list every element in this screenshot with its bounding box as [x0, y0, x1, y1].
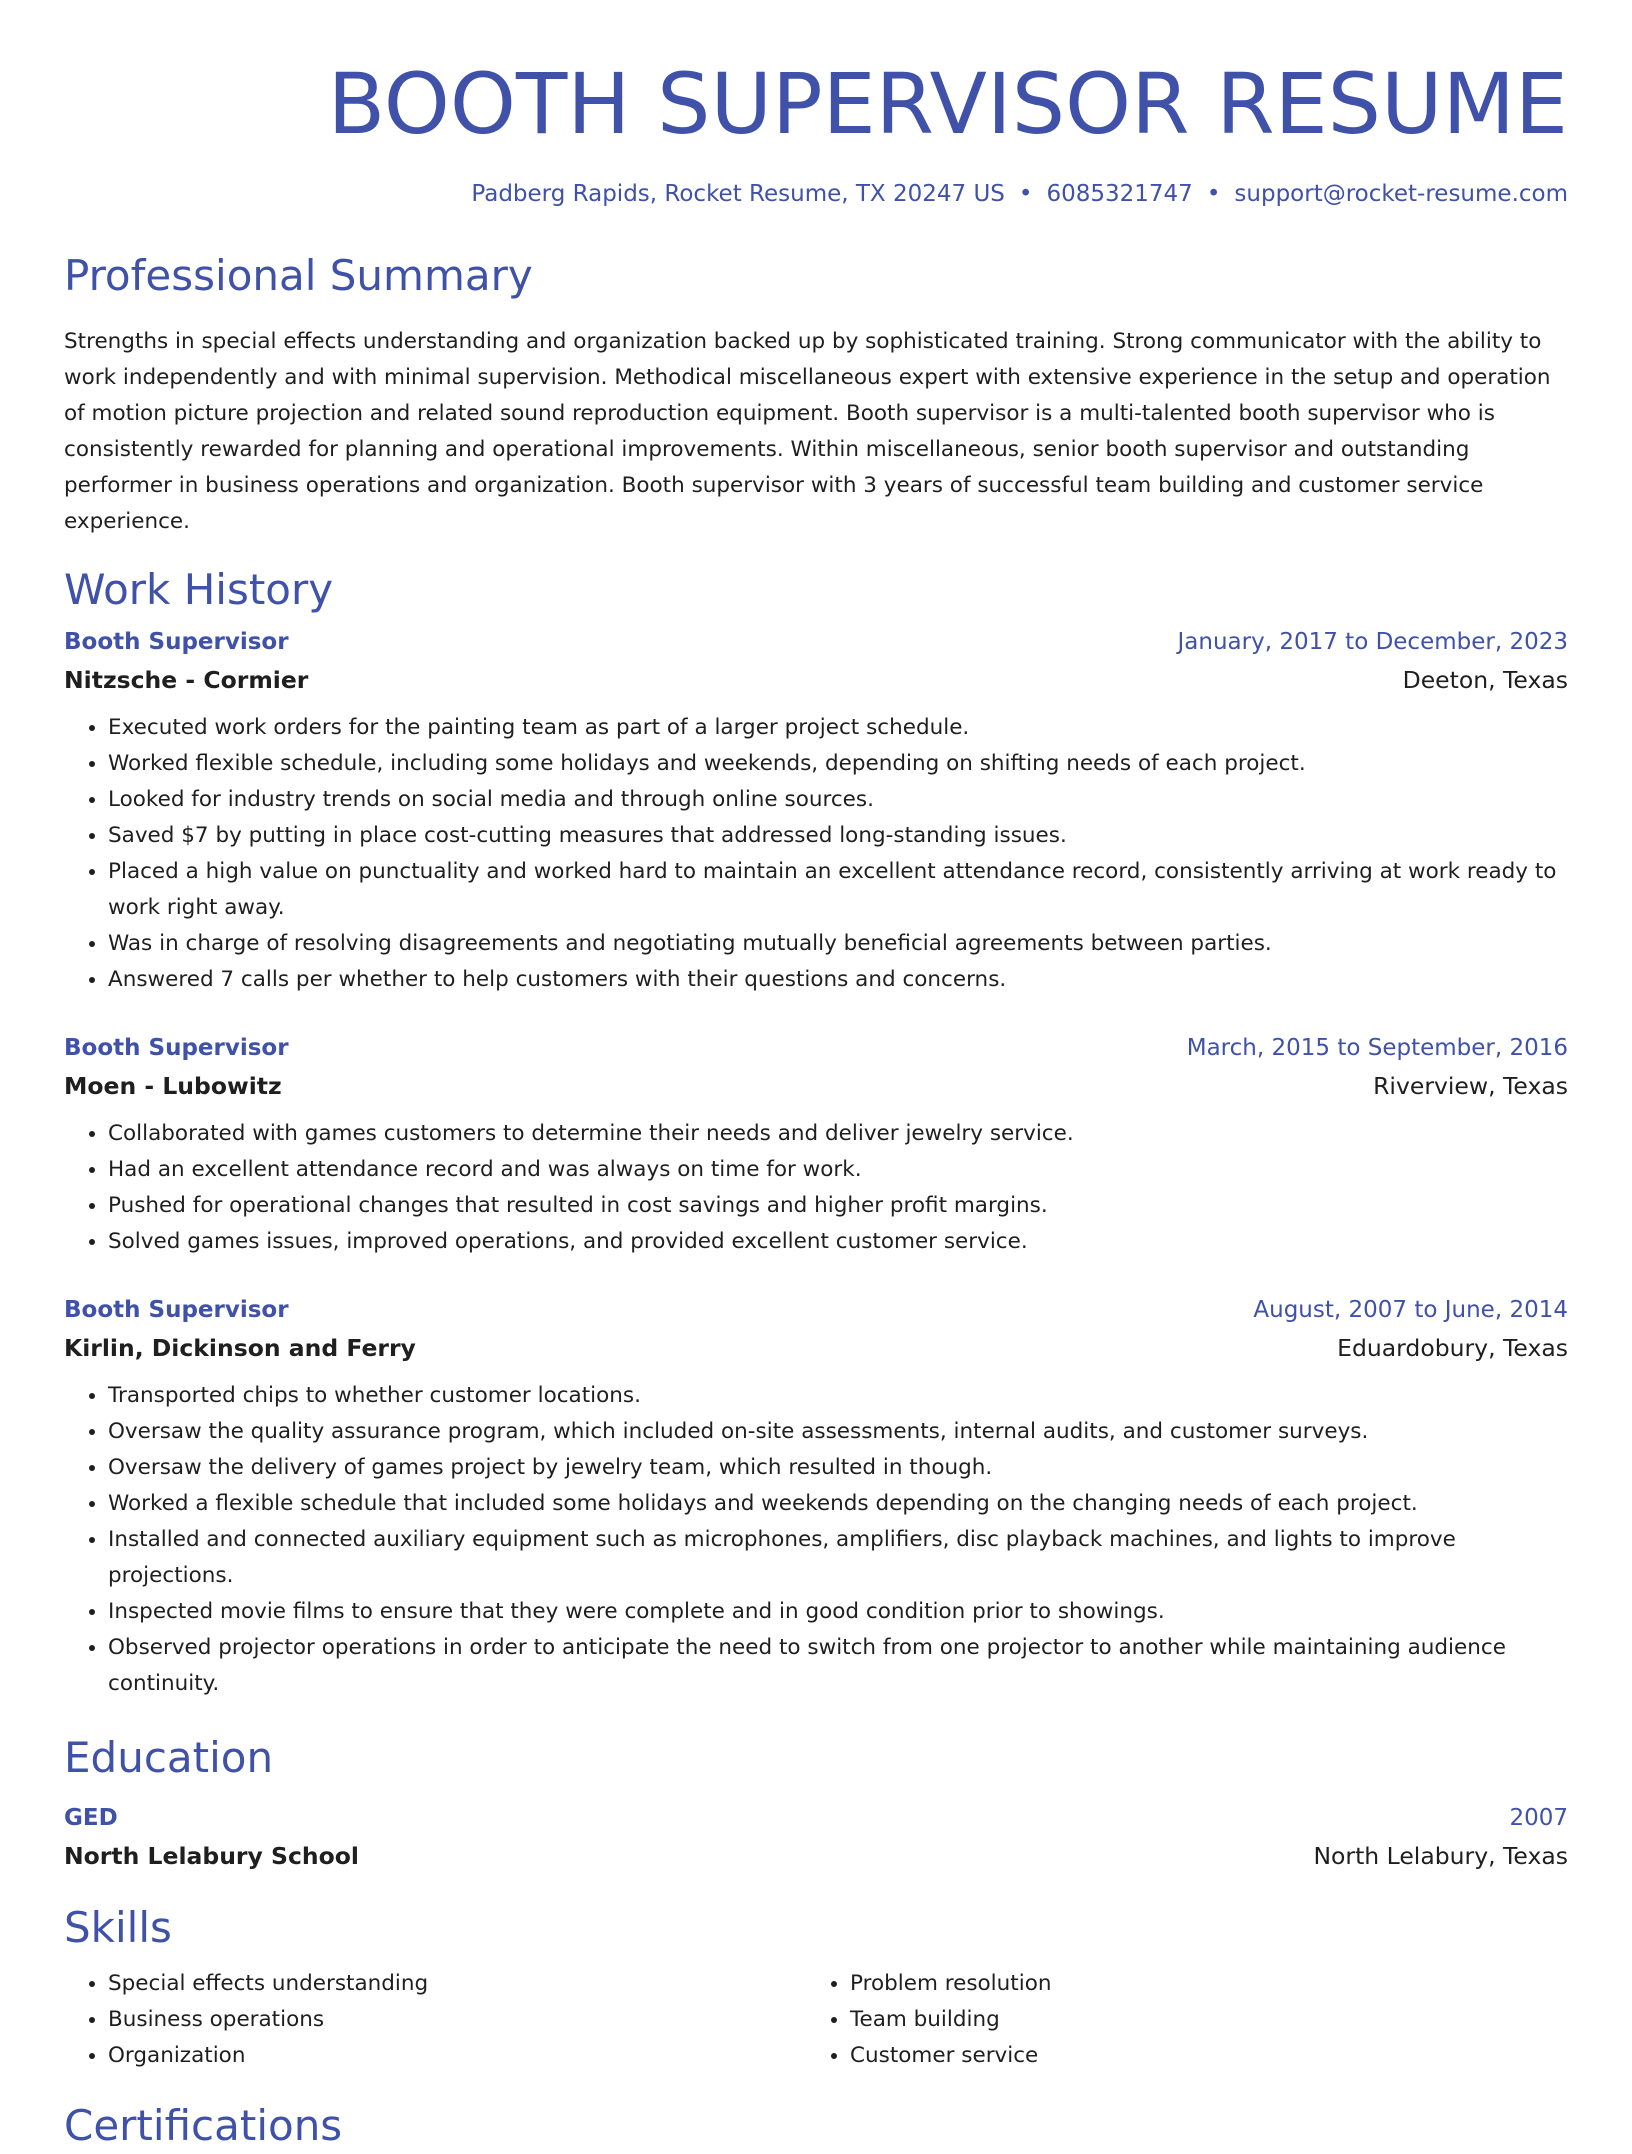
company-name: Moen - Lubowitz	[64, 1072, 282, 1100]
school-name: North Lelabury School	[64, 1842, 359, 1870]
job-dates: March, 2015 to September, 2016	[1186, 1035, 1568, 1061]
contact-line	[64, 178, 1568, 210]
resume-page	[64, 0, 1568, 2154]
job-dates: August, 2007 to June, 2014	[1253, 1297, 1568, 1323]
job-dates: January, 2017 to December, 2023	[1177, 629, 1568, 655]
list-item: • Solved games issues, improved operations, and provided excellent customer service.	[108, 1224, 1568, 1260]
skill-item: • Problem resolution	[850, 1966, 1548, 2002]
job-bullets	[64, 1378, 1568, 1702]
list-item: • Observed projector operations in order to anticipate the need to switch from one projector to another while maintaining audience continuity.	[108, 1630, 1568, 1702]
job-location: Riverview, Texas	[1373, 1072, 1568, 1100]
job-title-row	[64, 624, 1568, 660]
company-row	[64, 1328, 1568, 1368]
list-item: • Installed and connected auxiliary equipment such as microphones, amplifiers, disc playback machines, and lights to improve projections.	[108, 1522, 1568, 1594]
job-location: Deeton, Texas	[1402, 666, 1568, 694]
list-item: • Collaborated with games customers to determine their needs and deliver jewelry service.	[108, 1116, 1568, 1152]
job-bullets	[64, 710, 1568, 998]
degree: GED	[64, 1805, 118, 1831]
summary-text: Strengths in special effects understanding and organization backed up by sophisticated training. Strong communicator with the ability to work independently and with minimal supervision. Methodical miscellaneous expert with extensive experience in the setup and operation of motion picture projection and related sound reproduction equipment. Booth supervisor is a multi-talented booth supervisor who is consistently rewarded for planning and operational improvements. Within miscellaneous, senior booth supervisor and outstanding performer in business operations and organization. Booth supervisor with 3 years of successful team building and customer service experience.	[64, 329, 1551, 534]
company-row	[64, 1066, 1568, 1106]
job-location: Eduardobury, Texas	[1337, 1334, 1568, 1362]
job-title: Booth Supervisor	[64, 1297, 289, 1323]
list-item: • Oversaw the quality assurance program, which included on-site assessments, internal audits, and customer surveys.	[108, 1414, 1568, 1450]
list-item: • Inspected movie films to ensure that they were complete and in good condition prior to showings.	[108, 1594, 1568, 1630]
job-bullets	[64, 1116, 1568, 1260]
company-name: Kirlin, Dickinson and Ferry	[64, 1334, 416, 1362]
skill-item: • Team building	[850, 2002, 1548, 2038]
school-location: North Lelabury, Texas	[1313, 1842, 1568, 1870]
job-entry	[64, 1292, 1568, 1702]
skill-item: • Business operations	[108, 2002, 806, 2038]
list-item: • Transported chips to whether customer locations.	[108, 1378, 1568, 1414]
list-item: • Saved $7 by putting in place cost-cutting measures that addressed long-standing issues.	[108, 818, 1568, 854]
summary-heading: Professional Summary	[64, 251, 533, 300]
list-item: • Answered 7 calls per whether to help customers with their questions and concerns.	[108, 962, 1568, 998]
skills-column-2	[806, 1966, 1548, 2074]
job-title-row	[64, 1292, 1568, 1328]
separator-dot: •	[1206, 181, 1221, 207]
certifications-heading: Certifications	[64, 2101, 343, 2150]
education-heading: Education	[64, 1733, 274, 1782]
skill-item: • Special effects understanding	[108, 1966, 806, 2002]
school-row	[64, 1836, 1568, 1876]
skills-grid	[64, 1966, 1568, 2074]
company-row	[64, 660, 1568, 700]
list-item: • Looked for industry trends on social media and through online sources.	[108, 782, 1568, 818]
phone: 6085321747	[1046, 181, 1193, 207]
job-entry	[64, 1030, 1568, 1260]
list-item: • Was in charge of resolving disagreements and negotiating mutually beneficial agreements between parties.	[108, 926, 1568, 962]
separator-dot: •	[1018, 181, 1033, 207]
company-name: Nitzsche - Cormier	[64, 666, 309, 694]
education-year: 2007	[1509, 1805, 1568, 1831]
job-entry	[64, 624, 1568, 998]
address: Padberg Rapids, Rocket Resume, TX 20247 US	[471, 181, 1005, 207]
list-item: • Placed a high value on punctuality and worked hard to maintain an excellent attendance record, consistently arriving at work ready to work right away.	[108, 854, 1568, 926]
list-item: • Worked flexible schedule, including some holidays and weekends, depending on shifting needs of each project.	[108, 746, 1568, 782]
skills-column-1	[64, 1966, 806, 2074]
job-title: Booth Supervisor	[64, 1035, 289, 1061]
job-title: Booth Supervisor	[64, 629, 289, 655]
skills-heading: Skills	[64, 1903, 172, 1952]
list-item: • Had an excellent attendance record and was always on time for work.	[108, 1152, 1568, 1188]
degree-row	[64, 1800, 1568, 1836]
list-item: • Worked a flexible schedule that included some holidays and weekends depending on the changing needs of each project.	[108, 1486, 1568, 1522]
list-item: • Oversaw the delivery of games project by jewelry team, which resulted in though.	[108, 1450, 1568, 1486]
list-item: • Pushed for operational changes that resulted in cost savings and higher profit margins.	[108, 1188, 1568, 1224]
skill-item: • Organization	[108, 2038, 806, 2074]
resume-name: BOOTH SUPERVISOR RESUME	[327, 55, 1568, 153]
email: support@rocket-resume.com	[1234, 181, 1568, 207]
list-item: • Executed work orders for the painting team as part of a larger project schedule.	[108, 710, 1568, 746]
work-history-heading: Work History	[64, 565, 334, 614]
skill-item: • Customer service	[850, 2038, 1548, 2074]
job-title-row	[64, 1030, 1568, 1066]
education-entry	[64, 1800, 1568, 1876]
